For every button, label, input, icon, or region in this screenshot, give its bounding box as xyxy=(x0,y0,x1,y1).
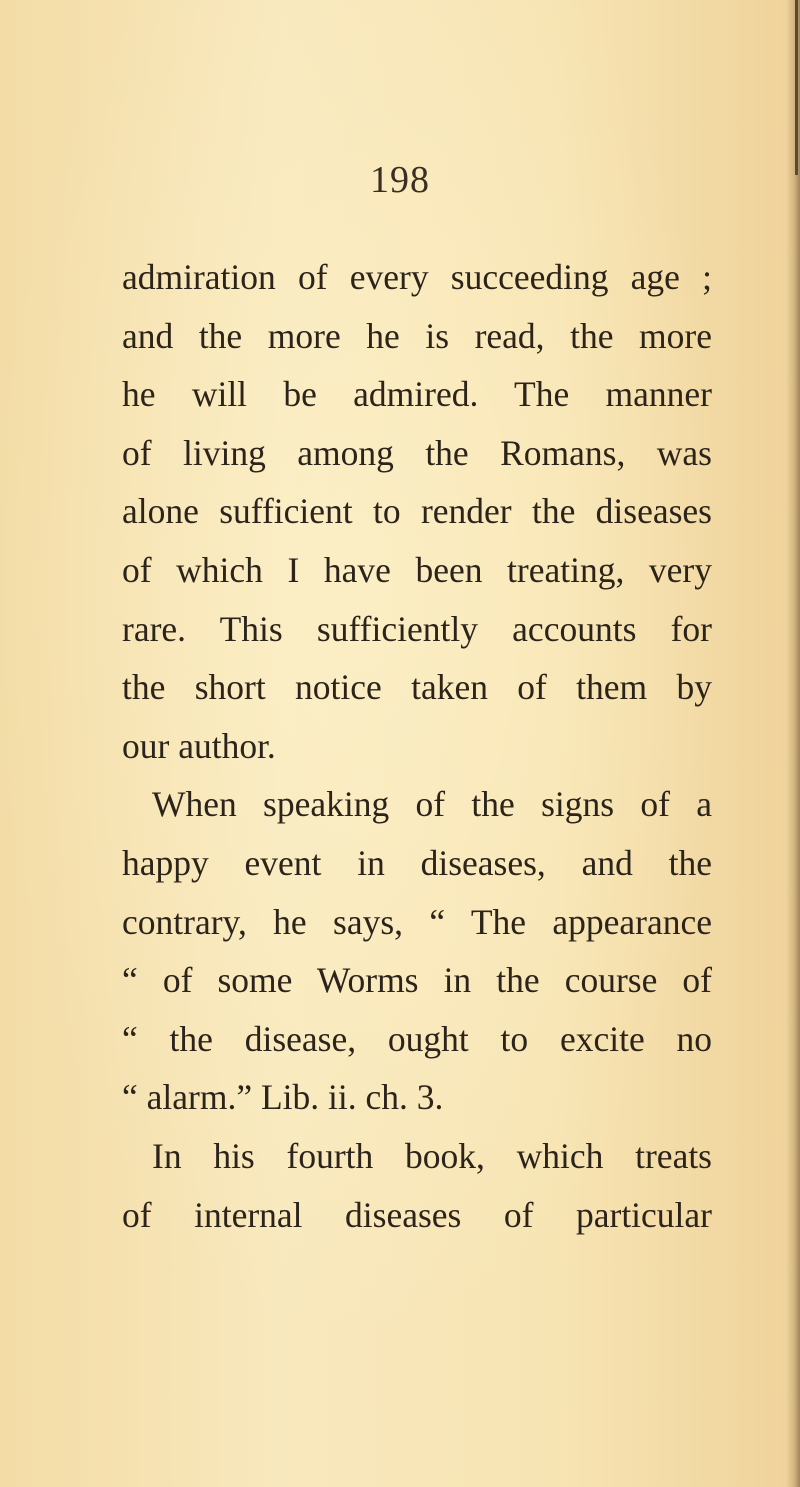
page-number: 198 xyxy=(370,159,430,201)
text-line: “ of some Worms in the course of xyxy=(122,960,712,1001)
text-line: of which I have been treating, very xyxy=(122,549,712,590)
text-line: admiration of every succeeding age ; xyxy=(122,257,712,297)
text-line: “ alarm.” Lib. ii. ch. 3. xyxy=(122,1077,444,1118)
page-edge-shadow xyxy=(786,0,800,1487)
text-line: and the more he is read, the more xyxy=(122,315,712,356)
text-line: of living among the Romans, was xyxy=(122,432,712,473)
body-text xyxy=(122,248,712,1244)
text-line: rare. This sufficiently accounts for xyxy=(122,608,712,649)
text-line: In his fourth book, which treats xyxy=(152,1135,712,1176)
text-line: When speaking of the signs of a xyxy=(152,784,712,825)
text-line: “ the disease, ought to excite no xyxy=(122,1018,712,1059)
text-line: alone sufficient to render the diseases xyxy=(122,491,712,532)
text-line: the short notice taken of them by xyxy=(122,667,712,708)
page-edge-line xyxy=(795,0,798,175)
text-line: our author. xyxy=(122,725,276,766)
text-line: of internal diseases of particular xyxy=(122,1194,712,1235)
text-line: contrary, he says, “ The appearance xyxy=(122,901,712,942)
text-line: he will be admired. The manner xyxy=(122,374,712,415)
text-line: happy event in diseases, and the xyxy=(122,842,712,883)
